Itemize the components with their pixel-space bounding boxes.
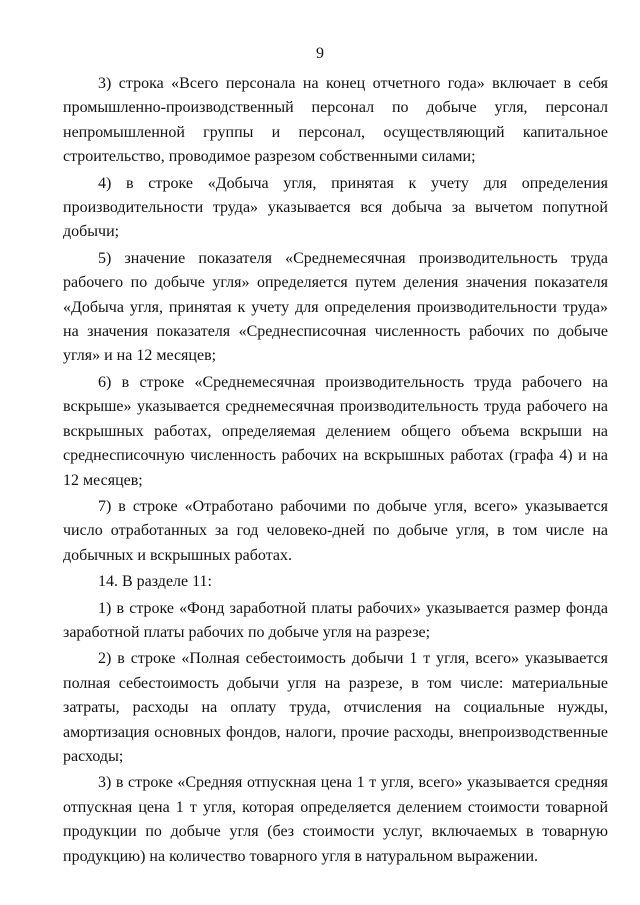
paragraph-item-7-worked-days: 7) в строке «Отработано рабочими по добыче угля, всего» указывается число отработанных за год человеко-дней по добыче угля, в том числе на добычных и вскрышных работах.	[63, 497, 608, 564]
paragraph-item-4-coal-output: 4) в строке «Добыча угля, принятая к учету для определения производительности труда» указывается вся добыча за вычетом попутной добычи;	[63, 174, 608, 241]
paragraph-item-3-price: 3) в строке «Средняя отпускная цена 1 т угля, всего» указывается средняя отпускная цена 1 т угля, которая определяется делением стоимости товарной продукции по добыче угля (без стоимости услуг, включаемых в товарную продукцию) на количество товарного угля в натуральном выражении.	[63, 774, 608, 865]
document-body	[63, 72, 608, 871]
section-heading-11: 14. В разделе 11:	[98, 573, 212, 591]
page-number: 9	[316, 45, 324, 62]
paragraph-item-2-cost: 2) в строке «Полная себестоимость добычи 1 т угля, всего» указывается полная себестоимость добычи угля на разрезе, в том числе: материальные затраты, расходы на оплату труда, отчисления на социальные нужды, амортизация основных фондов, налоги, прочие расходы, внепроизводственные расходы;	[63, 650, 608, 765]
paragraph-item-3-personnel: 3) строка «Всего персонала на конец отчетного года» включает в себя промышленно-производственный персонал по добыче угля, персонал непромышленной группы и персонал, осуществляющий капитальное строительство, проводимое разрезом собственными силами;	[63, 75, 608, 166]
paragraph-item-1-wage-fund: 1) в строке «Фонд заработной платы рабочих» указывается размер фонда заработной платы рабочих по добыче угля на разрезе;	[63, 599, 608, 641]
paragraph-item-6-overburden: 6) в строке «Среднемесячная производительность труда рабочего на вскрыше» указывается среднемесячная производительность труда рабочего на вскрышных работах, определяемая делением общего объема вскрыши на среднесписочную численность рабочих на вскрышных работах (графа 4) и на 12 месяцев;	[63, 373, 608, 489]
paragraph-item-5-productivity: 5) значение показателя «Среднемесячная производительность труда рабочего по добыче угля» определяется путем деления значения показателя «Добыча угля, принятая к учету для определения производительности труда» на значения показателя «Среднесписочная численность рабочих по добыче угля» и на 12 месяцев;	[63, 249, 608, 365]
